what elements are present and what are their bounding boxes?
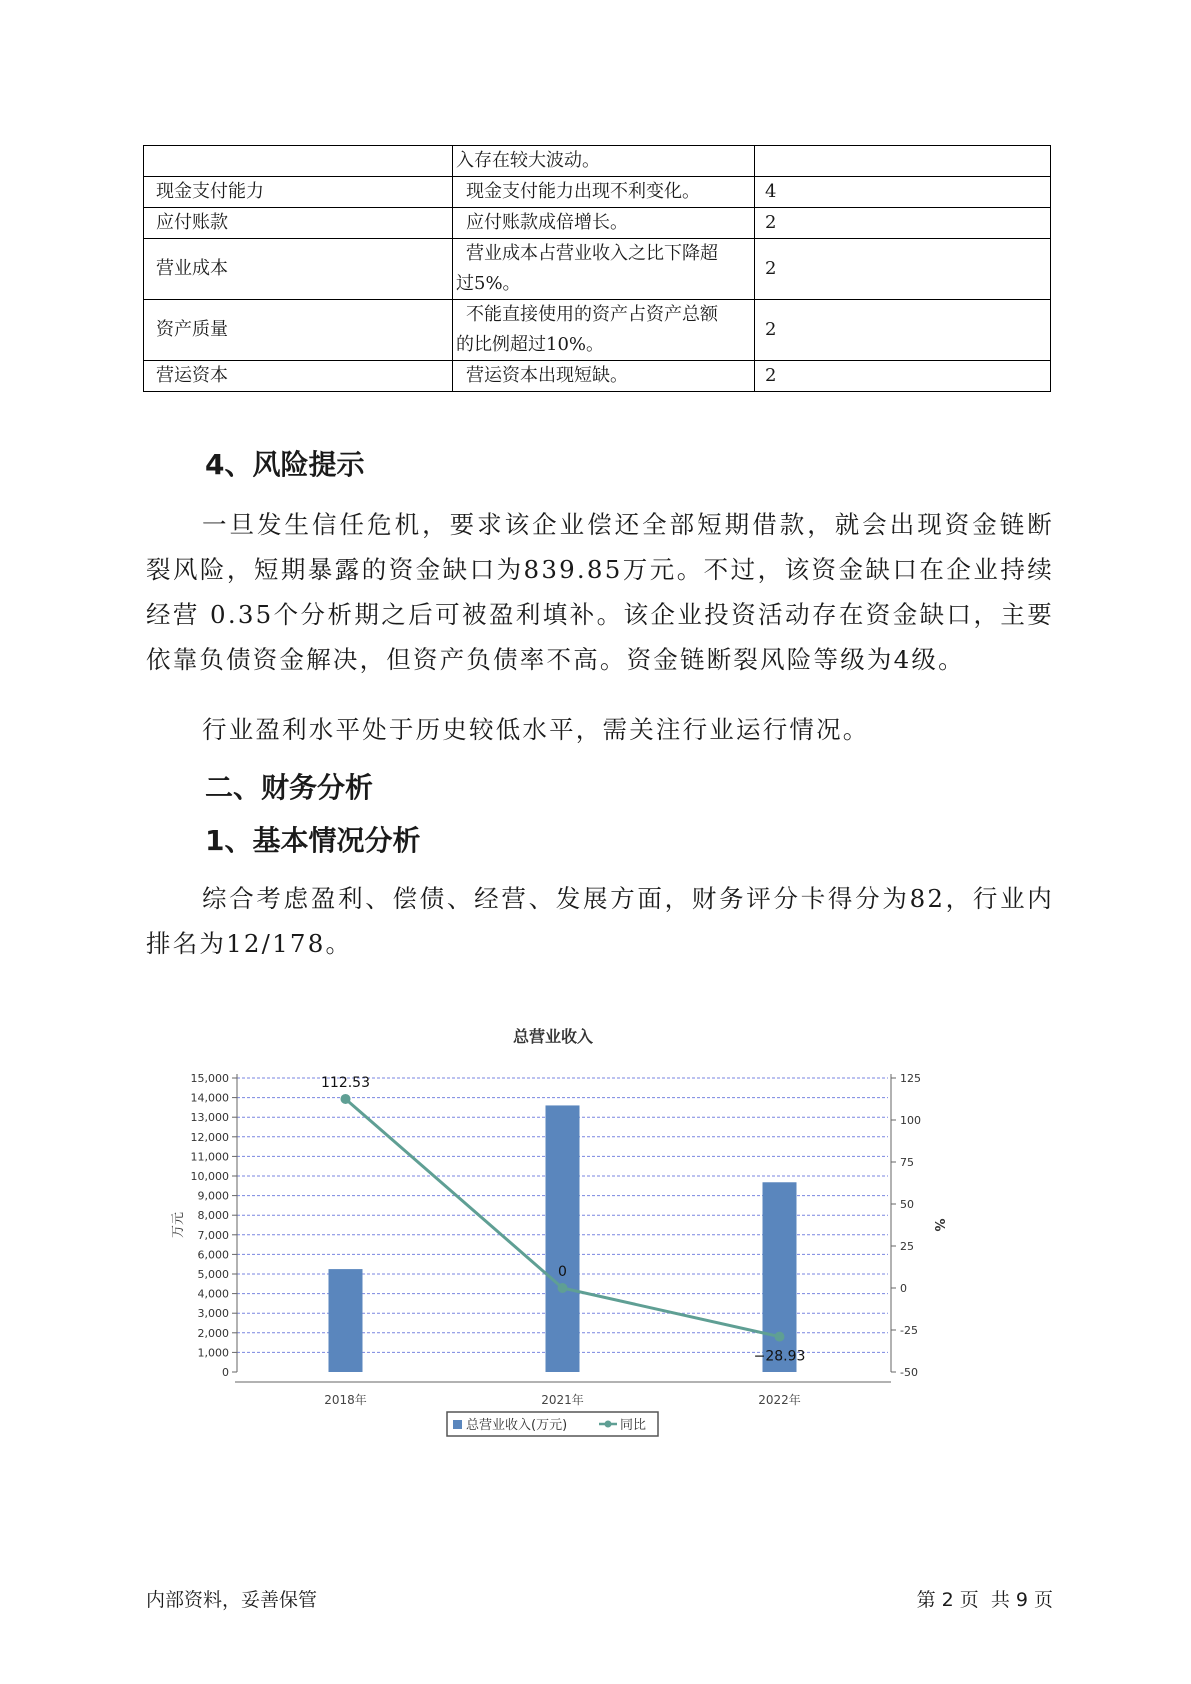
risk-description [453,208,755,239]
risk-description [453,239,755,300]
revenue-chart-svg [170,990,1030,1450]
y-tick-label: 7,000 [197,1228,229,1242]
section-heading-risk: 4、风险提示 [205,448,365,481]
risk-description-line: 不能直接使用的资产占资产总额 [466,304,718,325]
yoy-data-label: −28.93 [753,1348,806,1365]
risk-item: 应付账款 [144,208,453,239]
risk-paragraph-2: 行业盈利水平处于历史较低水平，需关注行业运行情况。 [202,715,870,744]
bar [763,1182,797,1372]
sub-heading-basic: 1、基本情况分析 [205,824,421,857]
table-row [144,177,1051,208]
risk-item [144,146,453,177]
yoy-point [558,1283,568,1293]
y2-tick-label: -25 [900,1324,918,1337]
y-tick-label: 10,000 [190,1170,229,1183]
bar [546,1105,580,1372]
risk-description [453,361,755,392]
risk-description [453,146,755,177]
y-tick-label: 5,000 [197,1268,229,1281]
risk-item: 资产质量 [144,300,453,361]
y-tick-label: 8,000 [197,1209,229,1223]
risk-level: 2 [755,208,1051,239]
y2-tick-label: 75 [900,1156,914,1169]
y2-tick-label: 25 [900,1240,914,1253]
y-tick-label: 12,000 [190,1130,229,1144]
y2-tick-label: 100 [900,1114,921,1127]
chart-title: 总营业收入 [512,1027,594,1046]
risk-level: 2 [755,300,1051,361]
risk-description-line: 入存在较大波动。 [456,150,600,171]
table-row [144,300,1051,361]
y-axis-label: 万元 [171,1211,186,1239]
risk-item: 营业成本 [144,239,453,300]
risk-level [755,146,1051,177]
footer-confidential: 内部资料，妥善保管 [146,1589,318,1611]
y2-tick-label: -50 [900,1366,918,1379]
table-row [144,146,1051,177]
risk-description [453,300,755,361]
legend-bar-label: 总营业收入(万元) [466,1418,568,1433]
x-tick-label: 2021年 [541,1393,584,1407]
table-row [144,361,1051,392]
y2-axis-label: % [931,1218,946,1232]
bar [329,1269,363,1372]
y-tick-label: 11,000 [190,1150,229,1164]
risk-level: 2 [755,361,1051,392]
yoy-point [775,1332,785,1342]
risk-paragraph-1: 一旦发生信任危机，要求该企业偿还全部短期借款，就会出现资金链断裂风险，短期暴露的资金缺口为839.85万元。不过，该资金缺口在企业持续经营 0.35个分析期之后可被盈利填补。该企业投资活动存在资金缺口，主要依靠负债资金解决，但资产负债率不高。资金链断裂风险等级为4级。 [146,510,1054,674]
risk-description-line: 应付账款成倍增长。 [466,212,628,233]
risk-description [453,177,755,208]
x-tick-label: 2022年 [758,1393,801,1407]
legend-line-label: 同比 [620,1418,647,1433]
risk-description-line: 现金支付能力出现不利变化。 [466,181,700,202]
risk-description-line: 营运资本出现短缺。 [466,365,628,386]
revenue-chart [170,990,1030,1450]
y2-tick-label: 0 [900,1282,907,1295]
y-tick-label: 14,000 [190,1091,229,1105]
risk-item: 营运资本 [144,361,453,392]
financial-paragraph: 综合考虑盈利、偿债、经营、发展方面，财务评分卡得分为82，行业内排名为12/178。 [146,884,1054,958]
y-tick-label: 0 [222,1366,229,1379]
yoy-data-label: 0 [558,1264,567,1280]
y-tick-label: 2,000 [197,1326,229,1340]
legend-bar-swatch [453,1420,462,1429]
section-heading-financial: 二、财务分析 [205,771,374,804]
y-tick-label: 13,000 [190,1111,229,1125]
legend-line-marker [605,1421,612,1428]
risk-item: 现金支付能力 [144,177,453,208]
risk-description-line: 营业成本占营业收入之比下降超 [466,243,718,264]
risk-level: 4 [755,177,1051,208]
yoy-point [341,1094,351,1104]
y-tick-label: 6,000 [197,1248,229,1262]
footer-page-number: 第 2 页 共 9 页 [916,1589,1053,1611]
y2-tick-label: 50 [900,1198,914,1211]
yoy-data-label: 112.53 [321,1074,370,1091]
y2-tick-label: 125 [900,1072,921,1085]
table-row [144,239,1051,300]
y-tick-label: 1,000 [197,1346,229,1360]
y-tick-label: 15,000 [190,1072,229,1085]
table-row [144,208,1051,239]
risk-description-line: 过5%。 [456,273,521,294]
risk-description-line: 的比例超过10%。 [456,334,605,355]
y-tick-label: 9,000 [197,1189,229,1203]
y-tick-label: 4,000 [197,1287,229,1301]
y-tick-label: 3,000 [197,1307,229,1321]
x-tick-label: 2018年 [324,1393,367,1407]
risk-level: 2 [755,239,1051,300]
risk-table [143,145,1051,392]
